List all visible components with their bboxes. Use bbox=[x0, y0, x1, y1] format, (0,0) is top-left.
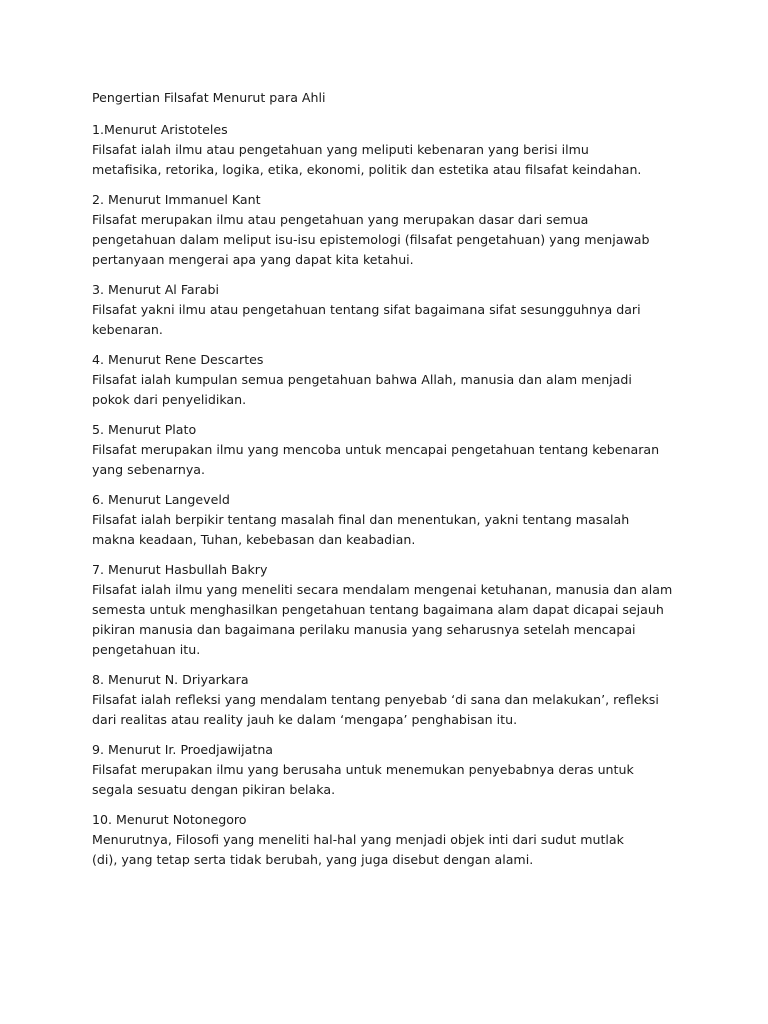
entry-heading: 10. Menurut Notonegoro bbox=[92, 812, 247, 827]
entry-heading: 9. Menurut Ir. Proedjawijatna bbox=[92, 742, 274, 757]
definition-entry bbox=[92, 670, 698, 730]
entries-list bbox=[92, 120, 698, 870]
entry-text-line: makna keadaan, Tuhan, kebebasan dan keabadian. bbox=[92, 532, 416, 547]
entry-heading: 8. Menurut N. Driyarkara bbox=[92, 672, 249, 687]
entry-text-line: Filsafat ialah ilmu yang meneliti secara mendalam mengenai ketuhanan, manusia dan alam bbox=[92, 582, 673, 597]
definition-entry bbox=[92, 120, 698, 180]
entry-text-line: kebenaran. bbox=[92, 322, 163, 337]
entry-text-line: Filsafat yakni ilmu atau pengetahuan tentang sifat bagaimana sifat sesungguhnya dari bbox=[92, 302, 641, 317]
entry-heading: 4. Menurut Rene Descartes bbox=[92, 352, 264, 367]
entry-text-line: (di), yang tetap serta tidak berubah, yang juga disebut dengan alami. bbox=[92, 852, 534, 867]
definition-entry bbox=[92, 280, 698, 340]
entry-heading: 5. Menurut Plato bbox=[92, 422, 197, 437]
entry-text-line: Menurutnya, Filosofi yang meneliti hal-hal yang menjadi objek inti dari sudut mutlak bbox=[92, 832, 624, 847]
definition-entry bbox=[92, 560, 698, 660]
entry-text-line: pengetahuan itu. bbox=[92, 642, 201, 657]
definition-entry bbox=[92, 350, 698, 410]
definition-entry bbox=[92, 740, 698, 800]
entry-text-line: semesta untuk menghasilkan pengetahuan tentang bagaimana alam dapat dicapai sejauh bbox=[92, 602, 664, 617]
entry-heading: 3. Menurut Al Farabi bbox=[92, 282, 220, 297]
entry-text-line: Filsafat merupakan ilmu atau pengetahuan yang merupakan dasar dari semua bbox=[92, 212, 589, 227]
entry-heading: 2. Menurut Immanuel Kant bbox=[92, 192, 261, 207]
entry-text-line: Filsafat ialah berpikir tentang masalah final dan menentukan, yakni tentang masalah bbox=[92, 512, 630, 527]
definition-entry bbox=[92, 810, 698, 870]
entry-text-line: segala sesuatu dengan pikiran belaka. bbox=[92, 782, 336, 797]
definition-entry bbox=[92, 190, 698, 270]
entry-text-line: yang sebenarnya. bbox=[92, 462, 206, 477]
entry-text-line: metafisika, retorika, logika, etika, ekonomi, politik dan estetika atau filsafat keindahan. bbox=[92, 162, 642, 177]
entry-text-line: dari realitas atau reality jauh ke dalam ‘mengapa’ penghabisan itu. bbox=[92, 712, 518, 727]
document-title: Pengertian Filsafat Menurut para Ahli bbox=[92, 90, 326, 105]
entry-text-line: Filsafat ialah kumpulan semua pengetahuan bahwa Allah, manusia dan alam menjadi bbox=[92, 372, 632, 387]
entry-text-line: Filsafat merupakan ilmu yang mencoba untuk mencapai pengetahuan tentang kebenaran bbox=[92, 442, 660, 457]
entry-text-line: pertanyaan mengerai apa yang dapat kita ketahui. bbox=[92, 252, 414, 267]
definition-entry bbox=[92, 490, 698, 550]
definition-entry bbox=[92, 420, 698, 480]
entry-text-line: Filsafat ialah ilmu atau pengetahuan yang meliputi kebenaran yang berisi ilmu bbox=[92, 142, 589, 157]
entry-text-line: pikiran manusia dan bagaimana perilaku manusia yang seharusnya setelah mencapai bbox=[92, 622, 636, 637]
entry-heading: 1.Menurut Aristoteles bbox=[92, 122, 228, 137]
entry-text-line: Filsafat merupakan ilmu yang berusaha untuk menemukan penyebabnya deras untuk bbox=[92, 762, 634, 777]
entry-text-line: Filsafat ialah refleksi yang mendalam tentang penyebab ‘di sana dan melakukan’, refleksi bbox=[92, 692, 659, 707]
entry-text-line: pokok dari penyelidikan. bbox=[92, 392, 247, 407]
entry-heading: 7. Menurut Hasbullah Bakry bbox=[92, 562, 268, 577]
entry-text-line: pengetahuan dalam meliput isu-isu epistemologi (filsafat pengetahuan) yang menjawab bbox=[92, 232, 650, 247]
entry-heading: 6. Menurut Langeveld bbox=[92, 492, 230, 507]
